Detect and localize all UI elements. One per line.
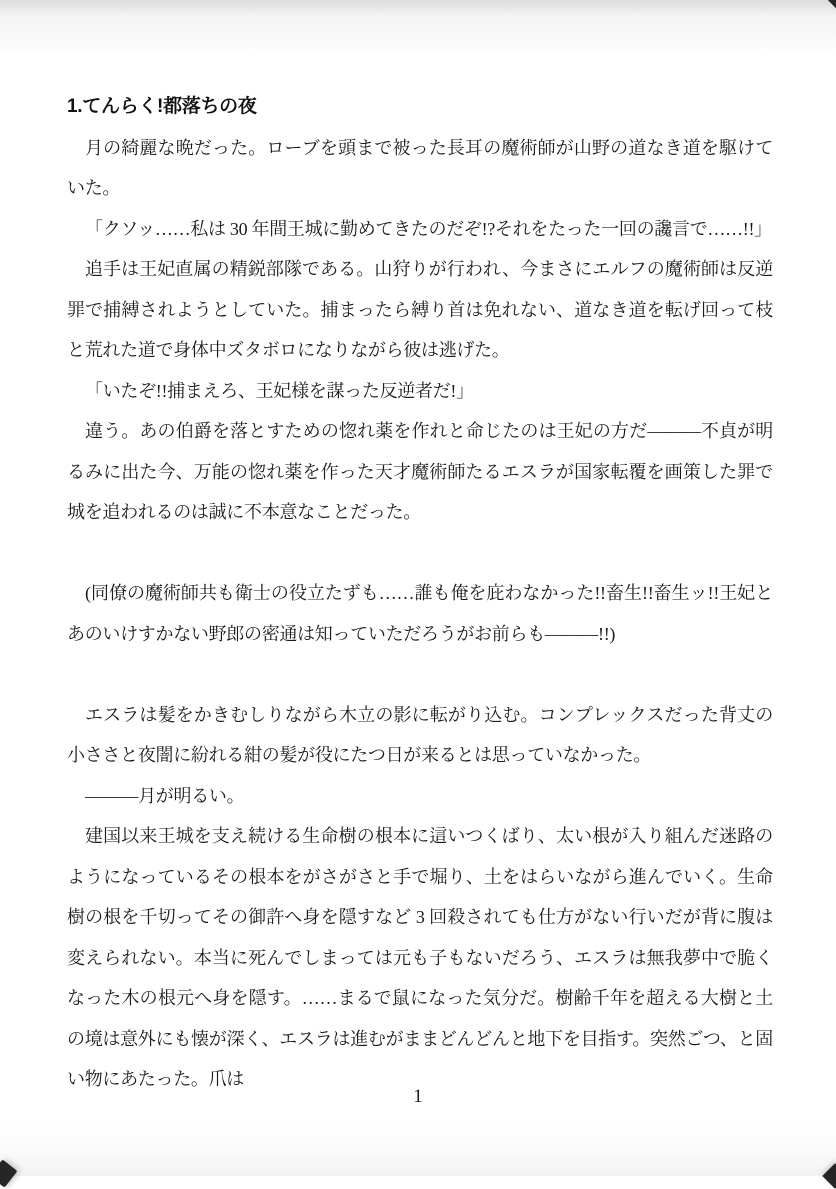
page-number: 1 (413, 1086, 423, 1107)
paragraph: ―――月が明るい。 (85, 785, 245, 806)
paragraph: 追手は王妃直属の精鋭部隊である。山狩りが行われ、今まさにエルフの魔術師は反逆罪で捕縛されようとしていた。捕まったら縛り首は免れない、道なき道を転げ回って枝と荒れた道で身体中ズタボロになりながら彼は逃げた。 (67, 259, 773, 360)
page-corner-artifact-bottom-left (0, 1159, 17, 1187)
paragraph: 違う。あの伯爵を落とすための惚れ薬を作れと命じたのは王妃の方だ―――不貞が明るみに出た今、万能の惚れ薬を作った天才魔術師たるエスラが国家転覆を画策した罪で城を追われるのは誠に不本意なことだった。 (67, 421, 773, 522)
page-corner-artifact-top-right (827, 0, 836, 9)
manuscript-body (67, 87, 773, 1100)
paragraph: 「いたぞ!!捕まえろ、王妃様を謀った反逆者だ!」 (85, 380, 474, 401)
scan-top-shadow (0, 0, 836, 64)
paragraph-list (67, 128, 773, 1100)
paragraph: (同僚の魔術師共も衛士の役立たずも……誰も俺を庇わなかった!!畜生!!畜生ッ!!王妃とあのいけすかない野郎の密通は知っていただろうがお前らも―――!!) (67, 583, 773, 644)
scan-bottom-shadow (0, 1116, 836, 1176)
paragraph: エスラは髪をかきむしりながら木立の影に転がり込む。コンプレックスだった背丈の小ささと夜闇に紛れる紺の髪が役にたつ日が来るとは思っていなかった。 (67, 704, 773, 765)
paragraph: 月の綺麗な晩だった。ローブを頭まで被った長耳の魔術師が山野の道なき道を駆けていた。 (67, 137, 773, 198)
chapter-title: 1.てんらく!都落ちの夜 (67, 96, 257, 117)
paragraph: 「クソッ……私は 30 年間王城に勤めてきたのだぞ!?それをたった一回の讒言で……!!」 (85, 218, 772, 239)
page-corner-artifact-bottom-right (822, 1163, 836, 1188)
paragraph: 建国以来王城を支え続ける生命樹の根本に這いつくばり、太い根が入り組んだ迷路のようになっているその根本をがさがさと手で堀り、土をはらいながら進んでいく。生命樹の根を千切ってその御許へ身を隠すなど 3 回殺されても仕方がない行いだが背に腹は変えられない。本当に死んでしまっては元も子もないだろう、エスラは無我夢中で脆くなった木の根元へ身を隠す。……まるで鼠になった気分だ。樹齢千年を超える大樹と土の境は意外にも懐が深く、エスラは進むがままどんどんと地下を目指す。突然ごつ、と固い物にあたった。爪は (67, 826, 773, 1089)
